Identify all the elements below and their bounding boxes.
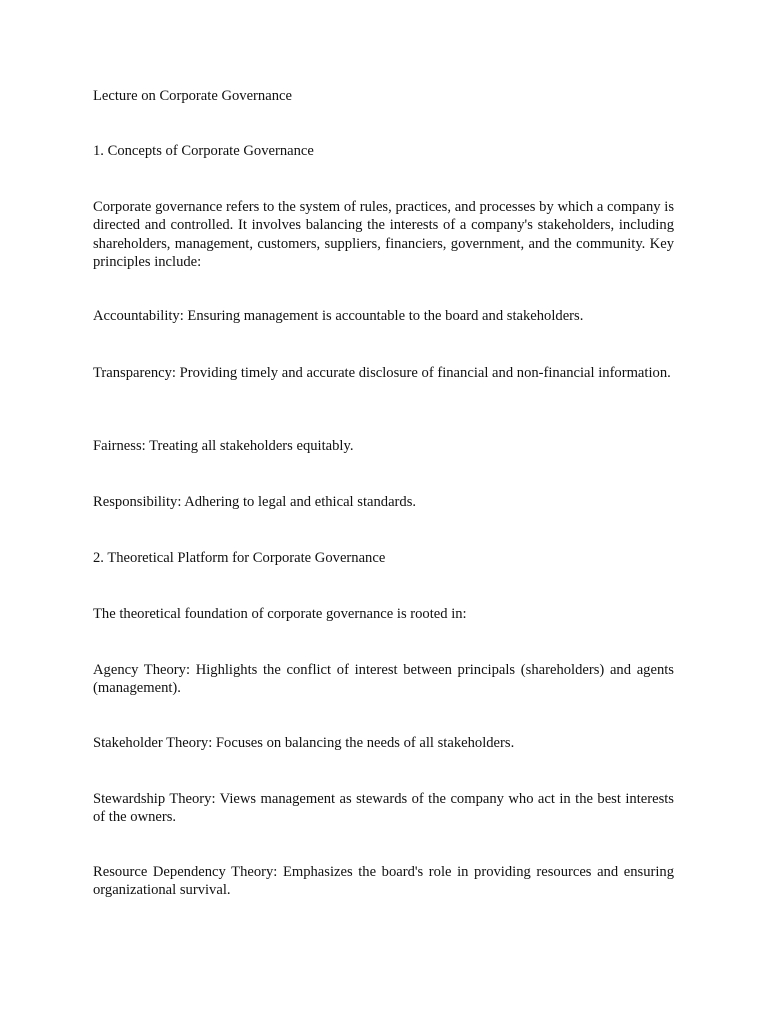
concepts-intro-paragraph: Corporate governance refers to the system of rules, practices, and processes by which a company is directed and controlled. It involves balancing the interests of a company's stakeholders, including shareholders, management, customers, suppliers, financiers, government, and the community. Key principles include: [93,199,674,270]
document-title: Lecture on Corporate Governance [93,88,292,104]
principle-accountability: Accountability: Ensuring management is accountable to the board and stakeholders. [93,308,584,324]
theoretical-intro-paragraph: The theoretical foundation of corporate governance is rooted in: [93,606,467,622]
document-page [93,0,674,1024]
section-heading-concepts: 1. Concepts of Corporate Governance [93,143,314,159]
theory-resource-dependency: Resource Dependency Theory: Emphasizes the board's role in providing resources and ensuring organizational survival. [93,864,674,899]
principle-transparency: Transparency: Providing timely and accurate disclosure of financial and non-financial information. [93,365,671,381]
theory-stakeholder: Stakeholder Theory: Focuses on balancing the needs of all stakeholders. [93,735,515,751]
principle-responsibility: Responsibility: Adhering to legal and ethical standards. [93,494,417,510]
theory-stewardship: Stewardship Theory: Views management as stewards of the company who act in the best interests of the owners. [93,791,674,826]
principle-fairness: Fairness: Treating all stakeholders equitably. [93,438,354,454]
section-heading-theoretical-platform: 2. Theoretical Platform for Corporate Governance [93,550,386,566]
theory-agency: Agency Theory: Highlights the conflict of interest between principals (shareholders) and agents (management). [93,662,674,697]
